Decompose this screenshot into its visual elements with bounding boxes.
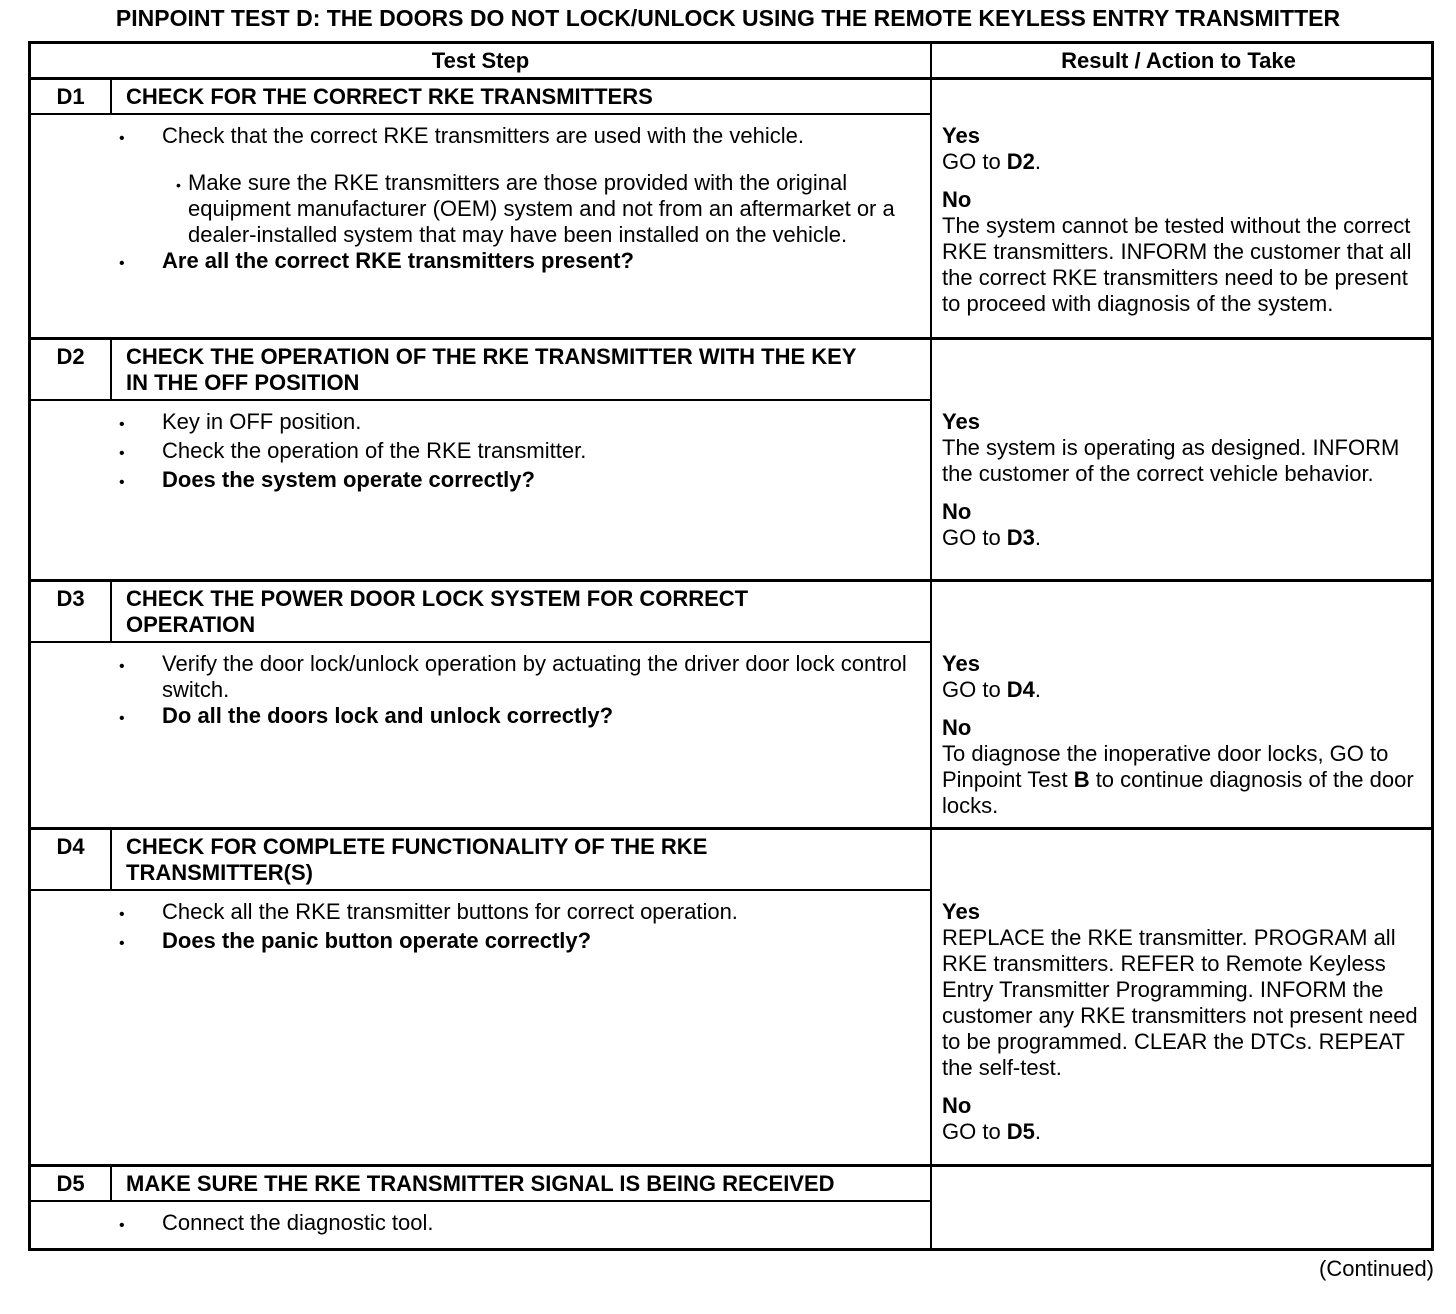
result-text-segment: D4 — [1006, 677, 1035, 702]
column-header-test-step: Test Step — [431, 48, 530, 73]
result-text-segment: D5 — [1006, 1119, 1035, 1144]
step-row-d1 — [31, 80, 1431, 337]
step-bullet — [31, 703, 920, 732]
result-block — [942, 499, 1419, 551]
bullet-text: Does the system operate correctly? — [162, 467, 535, 492]
bullet-marker — [119, 651, 162, 703]
step-row-d5 — [31, 1164, 1431, 1248]
result-block — [942, 1093, 1419, 1145]
step-title: CHECK FOR THE CORRECT RKE TRANSMITTERS — [112, 80, 930, 115]
result-text-segment: D2 — [1006, 149, 1035, 174]
bullet-marker — [119, 438, 162, 467]
result-block — [942, 899, 1419, 1081]
step-title: CHECK THE POWER DOOR LOCK SYSTEM FOR CORRECT OPERATION — [112, 582, 930, 643]
step-title: MAKE SURE THE RKE TRANSMITTER SIGNAL IS BEING RECEIVED — [112, 1167, 930, 1202]
step-bullet — [31, 438, 920, 467]
step-number: D4 — [31, 830, 112, 891]
result-block — [942, 187, 1419, 317]
step-bullet — [31, 123, 920, 152]
step-title: CHECK FOR COMPLETE FUNCTIONALITY OF THE RKE TRANSMITTER(S) — [112, 830, 930, 891]
result-text-segment: GO to — [942, 1119, 1007, 1144]
step-bullet — [31, 899, 920, 928]
result-action-text — [942, 149, 1419, 175]
step-result — [930, 643, 1425, 827]
result-verdict: No — [942, 187, 972, 212]
step-instructions — [31, 401, 930, 579]
bullet-marker — [119, 248, 162, 277]
pinpoint-test-table — [28, 41, 1434, 1251]
result-verdict: No — [942, 1093, 972, 1118]
bullet-text: Connect the diagnostic tool. — [162, 1210, 434, 1235]
result-text-segment: . — [1034, 1119, 1042, 1144]
result-text-segment: GO to — [942, 677, 1007, 702]
step-title: CHECK THE OPERATION OF THE RKE TRANSMITTER WITH THE KEY IN THE OFF POSITION — [112, 340, 930, 401]
bullet-marker — [176, 170, 188, 248]
bullet-text: Key in OFF position. — [162, 409, 362, 434]
step-result — [930, 115, 1425, 337]
result-text-segment: . — [1034, 525, 1042, 550]
step-instructions — [31, 891, 930, 1164]
step-bullet — [31, 409, 920, 438]
result-text-segment: GO to — [942, 525, 1007, 550]
result-column-spacer — [930, 340, 1425, 401]
result-text-segment: The system is operating as designed. INFORM the customer of the correct vehicle behavior. — [942, 435, 1400, 486]
result-verdict: Yes — [942, 899, 980, 924]
result-text-segment: D3 — [1006, 525, 1035, 550]
step-bullet — [31, 928, 920, 957]
result-text-segment: GO to — [942, 149, 1007, 174]
bullet-text: Verify the door lock/unlock operation by actuating the driver door lock control switch. — [162, 651, 907, 702]
bullet-text: Does the panic button operate correctly? — [162, 928, 592, 953]
step-number: D2 — [31, 340, 112, 401]
step-row-d4 — [31, 827, 1431, 1164]
result-action-text — [942, 741, 1419, 819]
bullet-marker — [119, 899, 162, 928]
bullet-text: Check all the RKE transmitter buttons for correct operation. — [162, 899, 738, 924]
result-text-segment: To diagnose the inoperative door locks, GO to Pinpoint Test — [942, 741, 1389, 792]
result-verdict: No — [942, 715, 972, 740]
bullet-marker — [119, 703, 162, 732]
result-action-text — [942, 1119, 1419, 1145]
result-column-spacer — [930, 1167, 1425, 1202]
bullet-text: Check the operation of the RKE transmitter. — [162, 438, 587, 463]
result-verdict: Yes — [942, 123, 980, 148]
result-text-segment: REPLACE the RKE transmitter. PROGRAM all RKE transmitters. REFER to Remote Keyless Entry Transmitter Programming. INFORM the customer any RKE transmitters not present need to be programmed. CLEAR the DTCs. REPEAT the self-test. — [942, 925, 1418, 1080]
result-action-text — [942, 925, 1419, 1081]
result-block — [942, 123, 1419, 175]
result-text-segment: to continue diagnosis of the door locks. — [942, 767, 1414, 818]
table-header-row — [31, 44, 1431, 80]
step-result — [930, 891, 1425, 1164]
document-page — [0, 5, 1456, 1282]
step-result — [930, 1202, 1425, 1248]
result-text-segment: . — [1034, 677, 1042, 702]
step-bullet — [31, 467, 920, 496]
page-title: PINPOINT TEST D: THE DOORS DO NOT LOCK/UNLOCK USING THE REMOTE KEYLESS ENTRY TRANSMITTER — [115, 5, 1341, 31]
result-block — [942, 651, 1419, 703]
result-verdict: Yes — [942, 651, 980, 676]
step-instructions — [31, 1202, 930, 1248]
step-row-d2 — [31, 337, 1431, 579]
step-bullet — [31, 651, 920, 703]
column-header-result: Result / Action to Take — [930, 44, 1425, 77]
step-number: D1 — [31, 80, 112, 115]
bullet-marker — [119, 409, 162, 438]
step-bullet — [31, 1210, 920, 1239]
result-block — [942, 715, 1419, 819]
bullet-text: Do all the doors lock and unlock correctly? — [162, 703, 614, 728]
result-action-text — [942, 525, 1419, 551]
step-row-d3 — [31, 579, 1431, 827]
step-number: D5 — [31, 1167, 112, 1202]
bullet-text: Check that the correct RKE transmitters are used with the vehicle. — [162, 123, 804, 148]
step-instructions — [31, 643, 930, 827]
bullet-text: Make sure the RKE transmitters are those provided with the original equipment manufacturer (OEM) system and not from an aftermarket or a dealer-installed system that may have been installed on the vehicle. — [188, 170, 895, 247]
result-text-segment: B — [1073, 767, 1090, 792]
bullet-marker — [119, 467, 162, 496]
result-action-text — [942, 213, 1419, 317]
step-bullet — [31, 248, 920, 277]
bullet-marker — [119, 123, 162, 152]
step-result — [930, 401, 1425, 579]
table-steps — [31, 80, 1431, 1248]
step-number: D3 — [31, 582, 112, 643]
result-column-spacer — [930, 582, 1425, 643]
step-instructions — [31, 115, 930, 337]
bullet-marker — [119, 1210, 162, 1239]
continued-note: (Continued) — [1319, 1256, 1434, 1281]
result-column-spacer — [930, 80, 1425, 115]
result-action-text — [942, 435, 1419, 487]
bullet-text: Are all the correct RKE transmitters present? — [162, 248, 634, 273]
bullet-marker — [119, 928, 162, 957]
result-verdict: No — [942, 499, 972, 524]
result-action-text — [942, 677, 1419, 703]
result-text-segment: The system cannot be tested without the correct RKE transmitters. INFORM the customer that all the correct RKE transmitters need to be present to proceed with diagnosis of the system. — [942, 213, 1412, 316]
result-column-spacer — [930, 830, 1425, 891]
result-verdict: Yes — [942, 409, 980, 434]
step-bullet — [31, 170, 920, 248]
result-block — [942, 409, 1419, 487]
result-text-segment: . — [1034, 149, 1042, 174]
